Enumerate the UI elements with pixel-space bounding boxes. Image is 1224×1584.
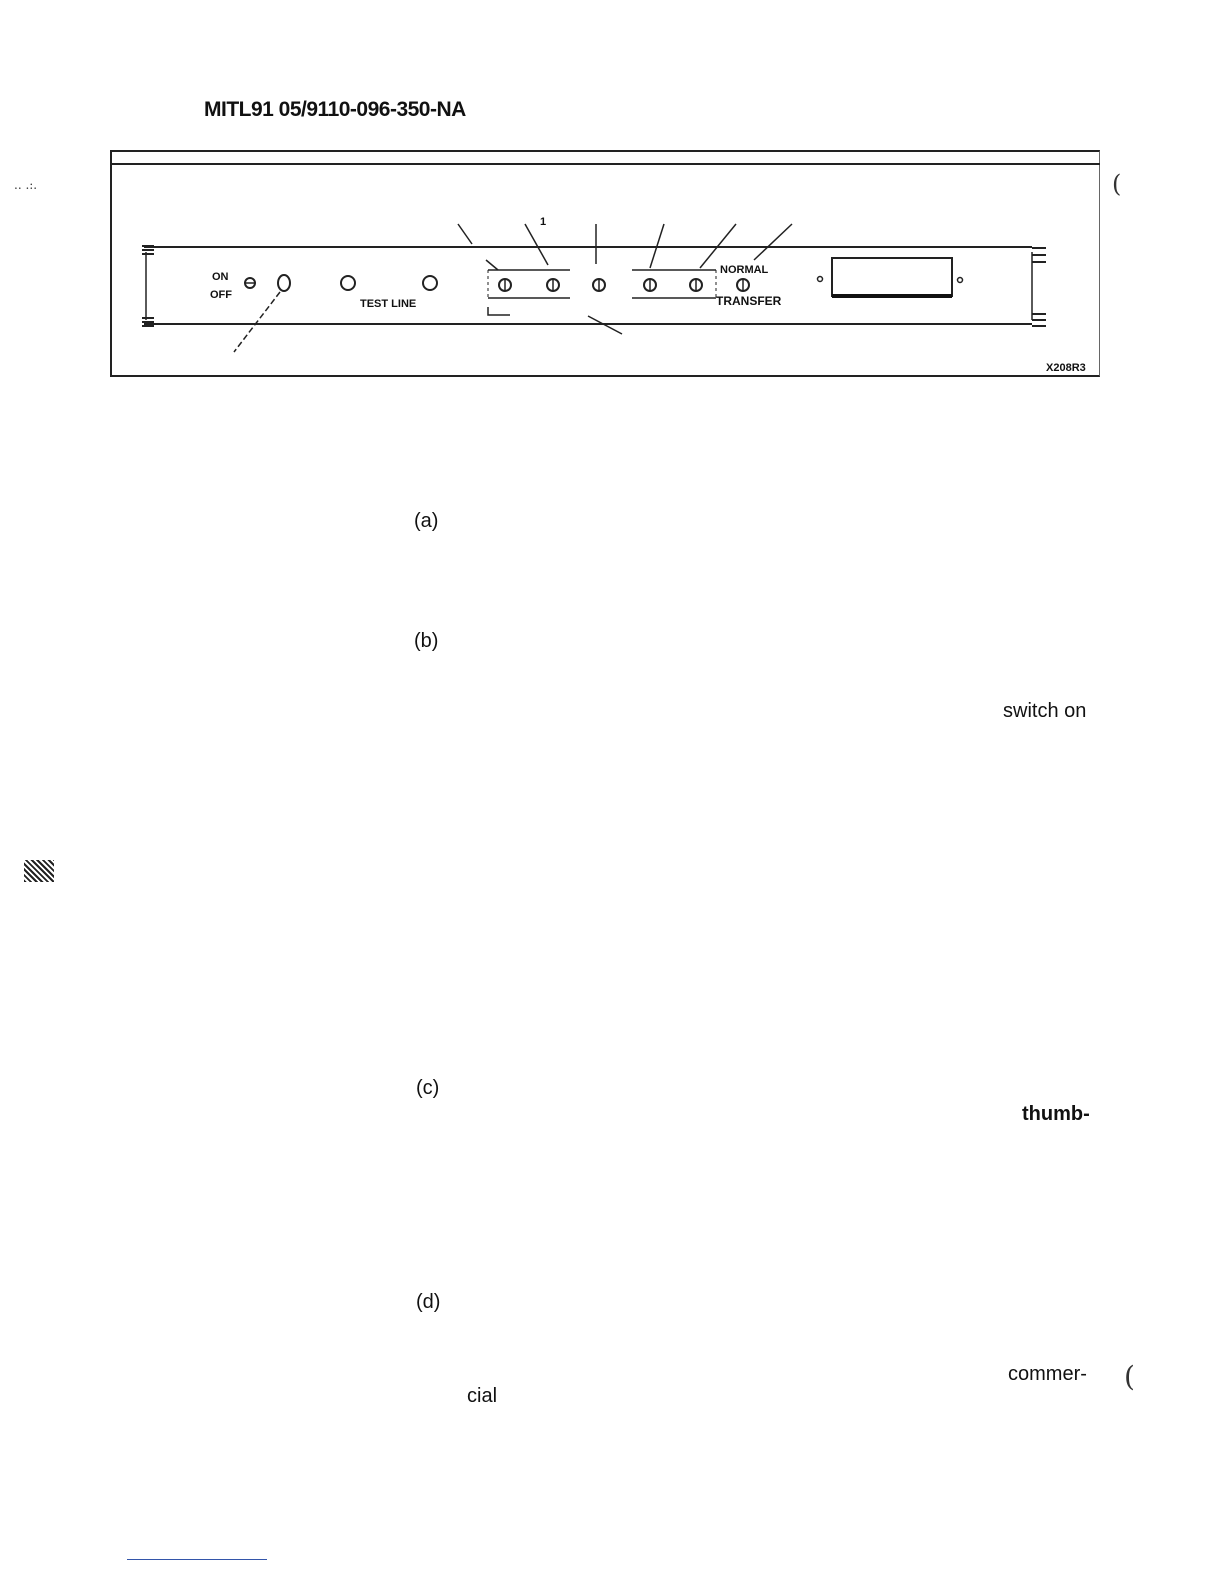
transfer-label: TRANSFER: [716, 294, 782, 308]
scan-artifact: .. .:.: [14, 178, 38, 192]
rack-ear-top-right: [1032, 248, 1046, 262]
scan-blot: [24, 860, 54, 882]
footnote-rule: [127, 1559, 267, 1560]
power-indicator-icon: [278, 275, 290, 291]
document-number: MITL91 05/9110-096-350-NA: [204, 98, 466, 121]
display-window: [832, 258, 952, 296]
toggle-switch-icon: [690, 279, 702, 291]
figure-id: X208R3: [1046, 362, 1086, 374]
equipment-panel-figure: [110, 150, 1100, 377]
transfer-switch-icon: [737, 279, 749, 291]
test-jack-left-icon: [341, 276, 355, 290]
off-label: OFF: [210, 289, 232, 301]
item-marker-a: (a): [414, 510, 439, 532]
test-jack-right-icon: [423, 276, 437, 290]
test-line-label: TEST LINE: [360, 298, 417, 310]
power-switch-icon: [245, 278, 255, 288]
item-marker-b: (b): [414, 630, 439, 652]
callout-number: 1: [540, 216, 547, 228]
toggle-switch-icon: [644, 279, 656, 291]
item-marker-c: (c): [416, 1077, 440, 1099]
normal-label: NORMAL: [720, 264, 769, 276]
panel-drawing: [112, 152, 1102, 379]
margin-paren-top: (: [1112, 170, 1122, 198]
item-c-fragment: thumb-: [1022, 1103, 1090, 1125]
item-marker-d: (d): [416, 1291, 441, 1313]
toggle-switch-icon: [593, 279, 605, 291]
screw-icon: [958, 278, 963, 283]
item-d-continuation: cial: [467, 1385, 498, 1407]
on-label: ON: [212, 271, 229, 283]
item-d-fragment: commer-: [1008, 1363, 1087, 1385]
rack-ear-bottom-right: [1032, 314, 1046, 326]
toggle-switch-icon: [499, 279, 511, 291]
toggle-switch-icon: [547, 279, 559, 291]
margin-paren-bottom: (: [1124, 1360, 1135, 1393]
screw-icon: [818, 277, 823, 282]
item-b-fragment: switch on: [1003, 700, 1087, 722]
